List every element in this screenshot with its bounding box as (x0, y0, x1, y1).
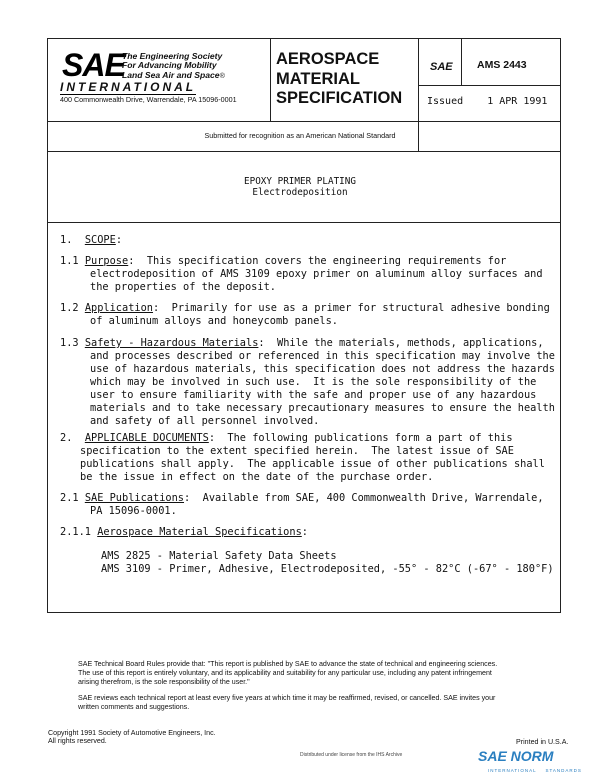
sae-address: 400 Commonwealth Drive, Warrendale, PA 15096-0001 (60, 95, 237, 104)
section-2-line: specification to the extent specified herein. The latest issue of SAE (80, 445, 514, 457)
international-wordmark: INTERNATIONAL (60, 80, 197, 94)
document-type: AEROSPACE MATERIAL SPECIFICATION (276, 50, 403, 107)
sae-small-logo: SAE (430, 61, 453, 73)
section-1-3-line: and safety of all personnel involved. (90, 415, 320, 427)
document-number: AMS 2443 (477, 59, 527, 71)
watermark-subtitle: INTERNATIONAL STANDARDS (488, 768, 582, 773)
recognition-note: Submitted for recognition as an American National Standard (204, 131, 396, 140)
header-number-divider (418, 85, 561, 86)
issued-date: Issued 1 APR 1991 (427, 96, 548, 107)
sae-logo: SAE (62, 47, 125, 83)
recognition-divider (47, 151, 561, 152)
section-1-3-line: which may be involved in such use. It is the sole responsibility of the (90, 376, 537, 388)
reference-item: AMS 2825 - Material Safety Data Sheets (101, 550, 337, 562)
society-tagline: The Engineering Society For Advancing Mobility Land Sea Air and Space® (122, 51, 225, 80)
section-1-1-line: electrodeposition of AMS 3109 epoxy primer on aluminum alloy surfaces and (90, 268, 543, 280)
copyright-notice: Copyright 1991 Society of Automotive Engineers, Inc. All rights reserved. (48, 729, 216, 745)
section-1-3-line: use of hazardous materials, this specification does not address the hazards (90, 363, 555, 375)
license-note: Distributed under license from the IHS Archive (300, 752, 403, 758)
section-2-1-line: PA 15096-0001. (90, 505, 177, 517)
section-1-3: 1.3 Safety - Hazardous Materials: While the materials, methods, applications, (60, 337, 544, 349)
section-1-heading: 1. SCOPE: (60, 234, 123, 246)
section-1-3-line: and processes described or referenced in this specification may involve the (90, 350, 555, 362)
section-1-2: 1.2 Application: Primarily for use as a primer for structural adhesive bonding (60, 302, 550, 314)
title-divider (47, 222, 561, 223)
document-title: EPOXY PRIMER PLATING (244, 176, 356, 187)
header-divider (47, 121, 561, 122)
printed-in: Printed in U.S.A. (516, 738, 569, 746)
header-vline-1 (270, 38, 271, 121)
section-2: 2. APPLICABLE DOCUMENTS: The following publications form a part of this (60, 432, 513, 444)
section-1-1: 1.1 Purpose: This specification covers the engineering requirements for (60, 255, 507, 267)
section-2-line: publications shall apply. The applicable issue of other publications shall (80, 458, 545, 470)
section-1-1-line: the properties of the deposit. (90, 281, 276, 293)
section-2-line: be the issue in effect on the date of the purchase order. (80, 471, 434, 483)
sae-norm-watermark: SAE NORM (478, 748, 554, 764)
section-2-1: 2.1 SAE Publications: Available from SAE, 400 Commonwealth Drive, Warrendale, (60, 492, 544, 504)
section-1-3-line: user to ensure familiarity with the safe and proper use of any hazardous (90, 389, 537, 401)
section-1-3-line: materials and to take necessary precautionary measures to ensure the health (90, 402, 555, 414)
reference-item: AMS 3109 - Primer, Adhesive, Electrodeposited, -55° - 82°C (-67° - 180°F) (101, 563, 554, 575)
section-1-2-line: of aluminum alloys and honeycomb panels. (90, 315, 338, 327)
board-rules-note: SAE Technical Board Rules provide that: "This report is published by SAE to advance the state of technical and engineering sciences. The use of this report is entirely voluntary, and its applicability and suitability for any particular use, including any patent infringement arising therefrom, is the sole responsibility of the user." (78, 660, 498, 687)
review-note: SAE reviews each technical report at least every five years at which time it may be reaffirmed, revised, or cancelled. SAE invites your written comments and suggestions. (78, 694, 496, 712)
section-2-1-1: 2.1.1 Aerospace Material Specifications: (60, 526, 308, 538)
document-subtitle: Electrodeposition (252, 187, 348, 198)
header-vline-3 (461, 38, 462, 85)
